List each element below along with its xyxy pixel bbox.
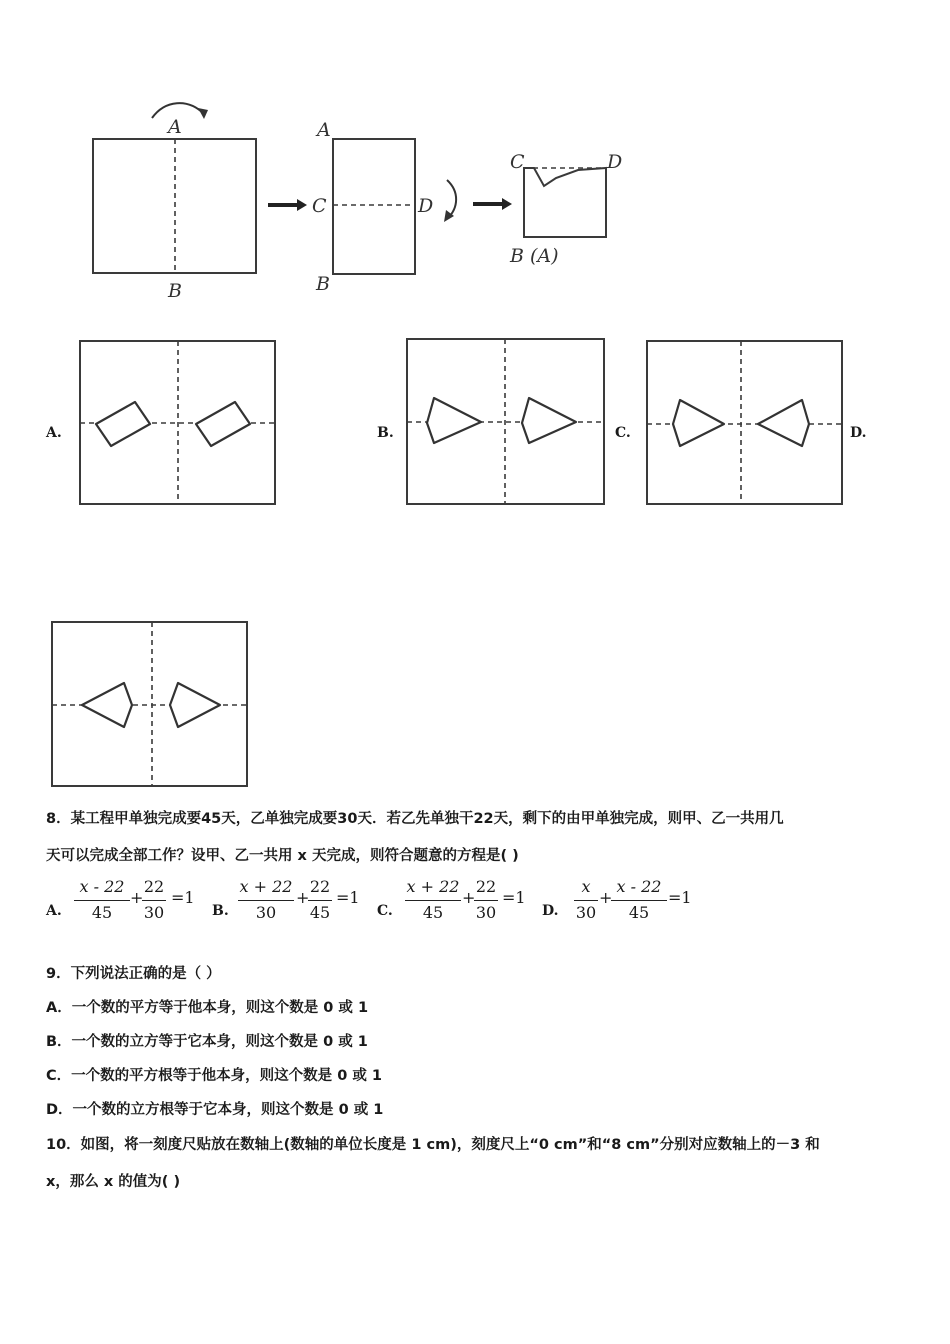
numerator: x + 22 <box>406 877 460 896</box>
denominator: 45 <box>91 903 113 922</box>
q10-stem-line2: x，那么 x 的值为( ) <box>46 1174 181 1190</box>
pentagon-shape-right <box>522 398 576 443</box>
denominator: 45 <box>628 903 650 922</box>
fraction-bar <box>405 900 461 901</box>
equals-one: =1 <box>502 888 526 907</box>
fraction-bar <box>142 900 166 901</box>
denominator: 45 <box>309 903 331 922</box>
equals-one: =1 <box>668 888 692 907</box>
q9-stem: 9．下列说法正确的是（ ） <box>46 966 221 982</box>
plus-sign: + <box>462 888 476 907</box>
label-BA-step3: B (A) <box>510 245 559 267</box>
plus-sign: + <box>296 888 310 907</box>
q8-stem-line2: 天可以完成全部工作？设甲、乙一共用 x 天完成，则符合题意的方程是( ) <box>46 848 519 864</box>
plus-sign: + <box>599 888 613 907</box>
q8-stem-line1: 8．某工程甲单独完成要45天，乙单独完成要30天．若乙先单独干22天，剩下的由甲单独完成，则甲、乙一共用几 <box>46 811 784 827</box>
label-A-step2: A <box>317 119 331 141</box>
pentagon-shape-right-c <box>758 400 809 446</box>
pentagon-shape-right-d <box>170 683 220 727</box>
denominator: 30 <box>575 903 597 922</box>
choice-A-figure <box>80 341 275 504</box>
q9-option-B[interactable]: B．一个数的立方等于它本身，则这个数是 0 或 1 <box>46 1034 368 1050</box>
numerator: 22 <box>309 877 331 896</box>
equals-one: =1 <box>171 888 195 907</box>
choice-C-figure <box>647 341 842 504</box>
q9-option-D[interactable]: D．一个数的立方根等于它本身，则这个数是 0 或 1 <box>46 1102 384 1118</box>
fraction-bar <box>74 900 130 901</box>
numerator: x <box>581 877 591 896</box>
denominator: 45 <box>422 903 444 922</box>
choice-D-figure <box>52 622 247 786</box>
fraction-bar <box>474 900 498 901</box>
fraction-bar <box>238 900 294 901</box>
pentagon-shape-left-d <box>82 683 132 727</box>
fraction-bar <box>308 900 332 901</box>
pentagon-shape-left <box>427 398 481 443</box>
denominator: 30 <box>475 903 497 922</box>
label-C-step3: C <box>510 151 525 173</box>
label-D-step2: D <box>418 195 434 217</box>
label-B-step2: B <box>316 273 330 295</box>
label-B-step1: B <box>168 280 182 302</box>
denominator: 30 <box>255 903 277 922</box>
rectangle-shape-right <box>196 402 250 446</box>
plus-sign: + <box>130 888 144 907</box>
label-C-step2: C <box>312 195 327 217</box>
q9-option-C[interactable]: C．一个数的平方根等于他本身，则这个数是 0 或 1 <box>46 1068 382 1084</box>
numerator: 22 <box>475 877 497 896</box>
fraction-bar <box>611 900 667 901</box>
choice-C-label[interactable]: C. <box>615 425 631 441</box>
rectangle-shape-left <box>96 402 150 446</box>
equals-one: =1 <box>336 888 360 907</box>
choice-B-label[interactable]: B. <box>377 425 394 441</box>
label-D-step3: D <box>607 151 623 173</box>
numerator: x - 22 <box>616 877 662 896</box>
numerator: x - 22 <box>79 877 125 896</box>
q8-option-D-label[interactable]: D. <box>542 903 559 919</box>
q8-option-B-label[interactable]: B. <box>212 903 229 919</box>
q9-option-A[interactable]: A．一个数的平方等于他本身，则这个数是 0 或 1 <box>46 1000 369 1016</box>
q10-stem-line1: 10．如图，将一刻度尺贴放在数轴上(数轴的单位长度是 1 cm)，刻度尺上“0 cm”和“8 cm”分别对应数轴上的－3 和 <box>46 1137 820 1153</box>
label-A-step1: A <box>168 116 182 138</box>
pentagon-shape-left-c <box>673 400 724 446</box>
q8-option-A-label[interactable]: A. <box>46 903 62 919</box>
fraction-bar <box>574 900 598 901</box>
numerator: 22 <box>143 877 165 896</box>
choice-A-label[interactable]: A. <box>46 425 62 441</box>
choice-D-label[interactable]: D. <box>850 425 867 441</box>
denominator: 30 <box>143 903 165 922</box>
q8-option-C-label[interactable]: C. <box>377 903 393 919</box>
numerator: x + 22 <box>239 877 293 896</box>
choice-B-figure <box>407 339 604 504</box>
